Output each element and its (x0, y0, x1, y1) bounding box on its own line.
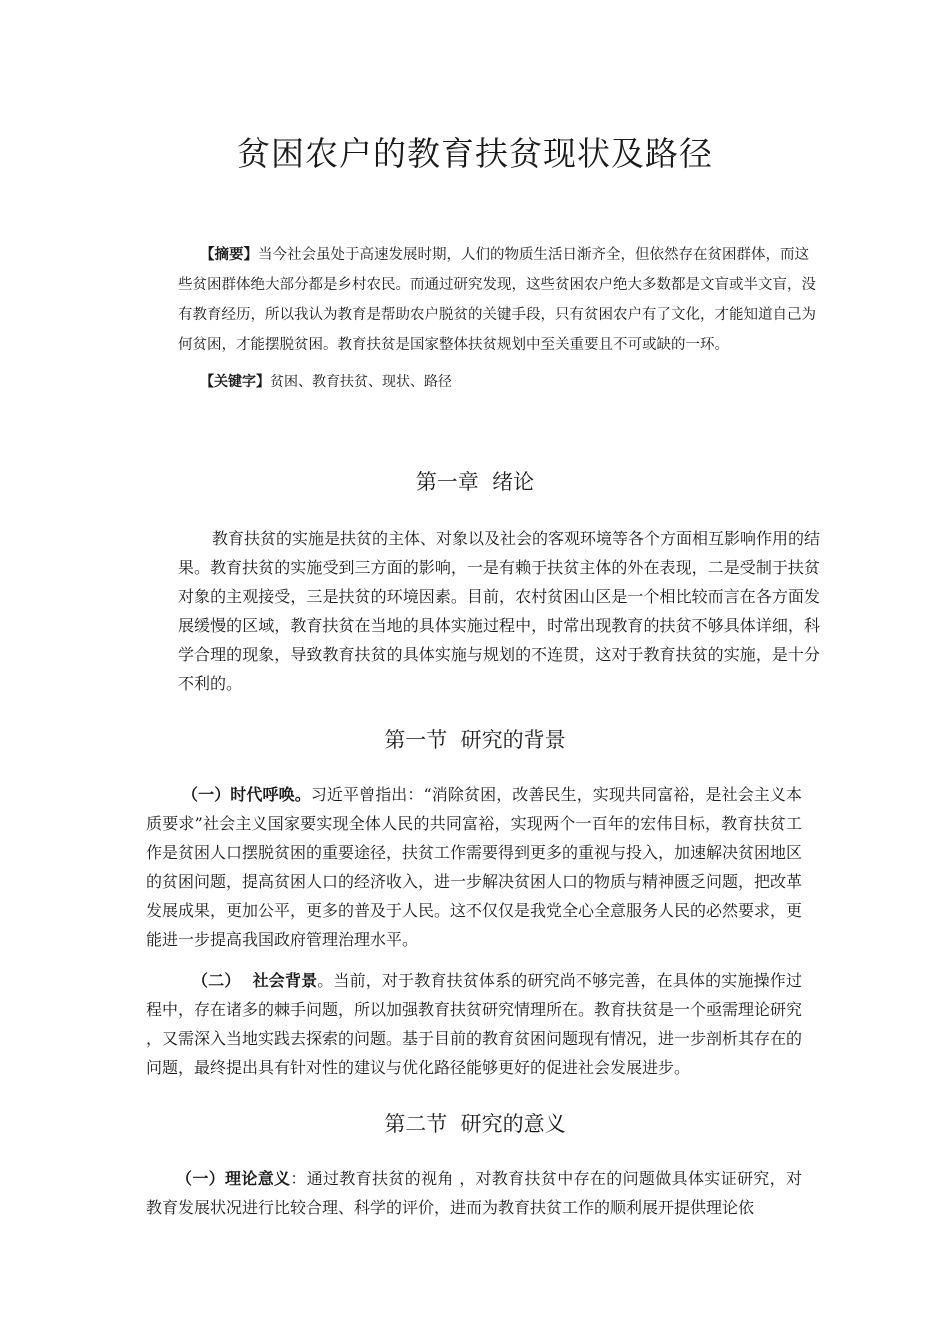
chapter-intro-paragraph: 教育扶贫的实施是扶贫的主体、对象以及社会的客观环境等各个方面相互影响作用的结果。教育扶贫的实施受到三方面的影响，一是有赖于扶贫主体的外在表现，二是受制于扶贫对象的主观接受，三是扶贫的环境因素。目前，农村贫困山区是一个相比较而言在各方面发展缓慢的区域，教育扶贫在当地的具体实施过程中，时常出现教育的扶贫不够具体详细，科学合理的现象，导致教育扶贫的具体实施与规划的不连贯，这对于教育扶贫的实施，是十分不利的。 (178, 529, 821, 693)
abstract-paragraph (178, 240, 818, 360)
keywords-label: 【关键字】 (200, 374, 270, 390)
abstract-label: 【摘要】 (200, 247, 258, 263)
chapter-heading: 第一章 绪论 (415, 470, 535, 494)
background-item-era-paragraph (146, 780, 802, 954)
era-text: 习近平曾指出：“消除贫困，改善民生，实现共同富裕，是社会主义本质要求”社会主义国家要实现全体人民的共同富裕，实现两个一百年的宏伟目标，教育扶贫工作是贫困人口摆脱贫困的重要途径，扶贫工作需要得到更多的重视与投入，加速解决贫困地区的贫困问题，提高贫困人口的经济收入，进一步解决贫困人口的物质与精神匮乏问题，把改革发展成果，更加公平，更多的普及于人民。这不仅仅是我党全心全意服务人民的必然要求，更能进一步提高我国政府管理治理水平。 (146, 785, 803, 949)
section-heading-significance: 第二节 研究的意义 (384, 1112, 566, 1136)
social-label-title: 社会背景 (252, 971, 318, 990)
keywords-line (200, 368, 800, 396)
social-text: 。当前，对于教育扶贫体系的研究尚不够完善，在具体的实施操作过程中，存在诸多的棘手问题，所以加强教育扶贫研究情理所在。教育扶贫是一个亟需理论研究 ，又需深入当地实践去探索的问题。基于目前的教育贫困问题现有情况，进一步剖析其存在的问题，最终提出具有针对性的建议与优化路径能够更好的促进社会发展进步。 (146, 971, 803, 1077)
era-label: （一）时代呼唤。 (182, 785, 311, 804)
abstract-text: 当今社会虽处于高速发展时期，人们的物质生活日渐齐全，但依然存在贫困群体，而这些贫困群体绝大部分都是乡村农民。而通过研究发现，这些贫困农户绝大多数都是文盲或半文盲，没有教育经历，所以我认为教育是帮助农户脱贫的关键手段，只有贫困农户有了文化，才能知道自己为何贫困，才能摆脱贫困。教育扶贫是国家整体扶贫规划中至关重要且不可或缺的一环。 (178, 247, 816, 353)
background-item-social-paragraph (146, 966, 802, 1082)
section-heading-background: 第一节 研究的背景 (384, 728, 566, 752)
keywords-text: 贫困、教育扶贫、现状、路径 (270, 374, 452, 390)
significance-item-theory-paragraph (146, 1164, 802, 1222)
social-label-number: （二） (192, 971, 241, 990)
theory-text: ：通过教育扶贫的视角 ，对教育扶贫中存在的问题做具体实证研究，对教育发展状况进行比较合理、科学的评价，进而为教育扶贫工作的顺利展开提供理论依 (146, 1169, 802, 1217)
document-title: 贫困农户的教育扶贫现状及路径 (237, 134, 713, 173)
theory-label: （一）理论意义 (176, 1169, 291, 1188)
